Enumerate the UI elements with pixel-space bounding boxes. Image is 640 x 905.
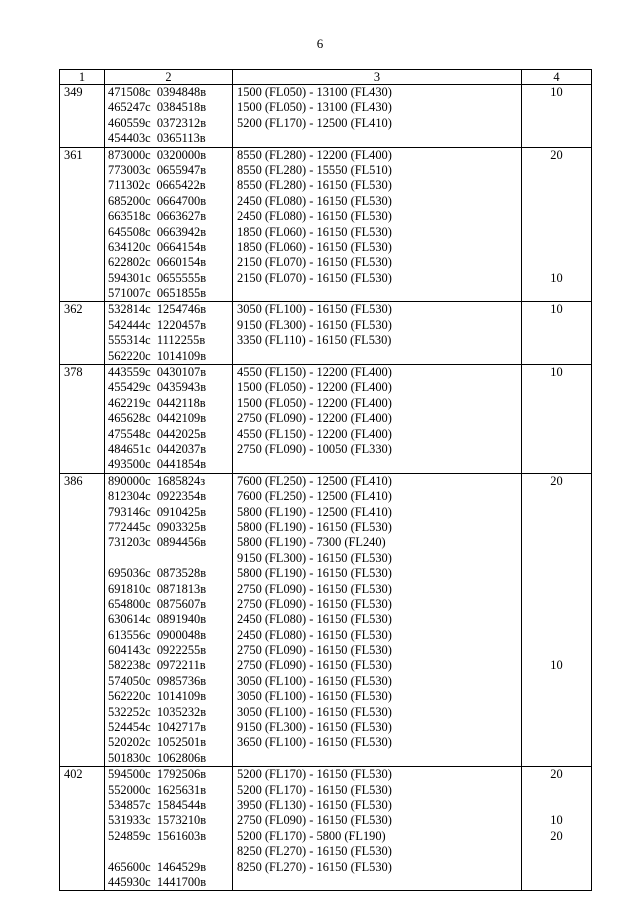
level-line: 5800 (FL190) - 12500 (FL410) <box>237 504 392 519</box>
value-cell <box>522 302 592 365</box>
level-line: 5800 (FL190) - 16150 (FL530) <box>237 566 392 581</box>
level-line: 2750 (FL090) - 16150 (FL530) <box>237 658 392 673</box>
value-line <box>522 798 591 813</box>
coordinate-line: 634120с 0664154в <box>108 239 207 254</box>
value-line <box>522 582 591 597</box>
value-cell <box>522 473 592 766</box>
coordinates-cell <box>105 85 233 148</box>
coordinate-line: 793146с 0910425в <box>108 504 207 519</box>
level-line: 5200 (FL170) - 12500 (FL410) <box>237 115 392 130</box>
level-line: 4550 (FL150) - 12200 (FL400) <box>237 426 392 441</box>
coordinate-line: 685200с 0664700в <box>108 193 207 208</box>
level-line <box>233 349 521 364</box>
coordinate-line: 574050с 0985736в <box>108 673 207 688</box>
level-line: 2750 (FL090) - 10050 (FL330) <box>237 441 392 456</box>
value-cell <box>522 147 592 302</box>
level-line: 2450 (FL080) - 16150 (FL530) <box>237 627 392 642</box>
level-line: 3350 (FL110) - 16150 (FL530) <box>237 333 392 348</box>
value-line <box>522 457 591 472</box>
coordinate-line: 622802с 0660154в <box>108 255 207 270</box>
level-line: 1500 (FL050) - 12200 (FL400) <box>237 380 392 395</box>
value-cell <box>522 85 592 148</box>
table-row <box>60 365 592 474</box>
coordinate-line: 613556с 0900048в <box>108 627 207 642</box>
header-cell: 2 <box>105 70 233 85</box>
coordinate-line: 890000с 1685824з <box>108 473 206 488</box>
value-line <box>522 783 591 798</box>
coordinate-line: 460559с 0372312в <box>108 115 207 130</box>
group-id: 362 <box>64 302 83 317</box>
level-line <box>233 131 521 146</box>
value-line <box>522 597 591 612</box>
level-line: 3050 (FL100) - 16150 (FL530) <box>237 689 392 704</box>
level-line: 9150 (FL300) - 16150 (FL530) <box>237 720 392 735</box>
levels-cell <box>233 147 522 302</box>
level-line <box>233 286 521 301</box>
value-line <box>522 520 591 535</box>
coordinate-line: 531933с 1573210в <box>108 813 207 828</box>
value-line <box>522 751 591 766</box>
table-row <box>60 767 592 891</box>
level-line: 5200 (FL170) - 5800 (FL190) <box>237 828 386 843</box>
level-line: 1500 (FL050) - 12200 (FL400) <box>237 395 392 410</box>
value-line <box>522 643 591 658</box>
level-line: 9150 (FL300) - 16150 (FL530) <box>237 550 392 565</box>
coordinate-line: 555314с 1112255в <box>108 333 206 348</box>
value-line <box>522 505 591 520</box>
level-line: 2150 (FL070) - 16150 (FL530) <box>237 270 392 285</box>
data-table <box>59 69 592 891</box>
coordinate-line: 532814с 1254746в <box>108 302 207 317</box>
value-line <box>522 380 591 395</box>
coordinate-line: 711302с 0665422в <box>108 178 206 193</box>
value-line: 10 <box>550 85 563 99</box>
levels-cell <box>233 302 522 365</box>
value-line <box>522 349 591 364</box>
value-line <box>522 535 591 550</box>
value-line <box>522 735 591 750</box>
level-line: 2750 (FL090) - 12200 (FL400) <box>237 411 392 426</box>
coordinates-cell <box>105 767 233 891</box>
coordinate-line: 520202с 1052501в <box>108 735 207 750</box>
level-line: 9150 (FL300) - 16150 (FL530) <box>237 317 392 332</box>
group-id-cell <box>60 147 105 302</box>
value-line: 10 <box>550 813 563 828</box>
level-line: 3050 (FL100) - 16150 (FL530) <box>237 302 392 317</box>
table-row <box>60 85 592 148</box>
level-line: 1850 (FL060) - 16150 (FL530) <box>237 224 392 239</box>
coordinate-line <box>105 844 232 859</box>
coordinate-line: 454403с 0365113в <box>108 131 206 146</box>
level-line: 5200 (FL170) - 16150 (FL530) <box>237 767 392 782</box>
group-id: 378 <box>64 365 83 380</box>
value-line: 20 <box>550 828 563 843</box>
group-id-cell <box>60 302 105 365</box>
value-line: 10 <box>550 270 563 285</box>
group-id: 349 <box>64 85 83 99</box>
group-id: 402 <box>64 767 83 782</box>
coordinate-line: 594500с 1792506в <box>108 767 207 782</box>
levels-cell <box>233 473 522 766</box>
levels-cell <box>233 767 522 891</box>
value-line: 10 <box>550 658 563 673</box>
coordinates-cell <box>105 302 233 365</box>
value-line <box>522 255 591 270</box>
header-cell: 1 <box>60 70 105 85</box>
value-line <box>522 225 591 240</box>
coordinates-cell <box>105 147 233 302</box>
coordinate-line: 471508с 0394848в <box>108 85 207 99</box>
value-line <box>522 286 591 301</box>
value-line <box>522 566 591 581</box>
level-line: 8250 (FL270) - 16150 (FL530) <box>237 859 392 874</box>
header-cell: 3 <box>233 70 522 85</box>
level-line: 8550 (FL280) - 12200 (FL400) <box>237 147 392 162</box>
coordinate-line: 484651с 0442037в <box>108 441 207 456</box>
coordinate-line: 493500с 0441854в <box>108 457 207 472</box>
coordinate-line: 501830с 1062806в <box>108 750 207 765</box>
value-cell <box>522 365 592 474</box>
coordinate-line: 465628с 0442109в <box>108 411 207 426</box>
coordinate-line <box>105 551 232 566</box>
value-line <box>522 427 591 442</box>
coordinate-line: 571007с 0651855в <box>108 286 207 301</box>
value-line <box>522 705 591 720</box>
coordinate-line: 695036с 0873528в <box>108 566 207 581</box>
level-line: 3050 (FL100) - 16150 (FL530) <box>237 673 392 688</box>
level-line: 3650 (FL100) - 16150 (FL530) <box>237 735 392 750</box>
group-id-cell <box>60 767 105 891</box>
coordinate-line: 562220с 1014109в <box>108 348 207 363</box>
table-row <box>60 147 592 302</box>
value-line <box>522 131 591 146</box>
level-line: 2450 (FL080) - 16150 (FL530) <box>237 193 392 208</box>
coordinate-line: 552000с 1625631в <box>108 782 207 797</box>
coordinate-line: 465600с 1464529в <box>108 859 207 874</box>
value-line <box>522 209 591 224</box>
value-line <box>522 194 591 209</box>
coordinate-line: 465247с 0384518в <box>108 100 207 115</box>
coordinate-line: 773003с 0655947в <box>108 162 207 177</box>
header-row <box>60 70 592 85</box>
level-line: 7600 (FL250) - 12500 (FL410) <box>237 473 392 488</box>
coordinate-line: 691810с 0871813в <box>108 581 207 596</box>
levels-cell <box>233 85 522 148</box>
coordinate-line: 772445с 0903325в <box>108 519 207 534</box>
level-line: 1500 (FL050) - 13100 (FL430) <box>237 100 392 115</box>
level-line: 2750 (FL090) - 16150 (FL530) <box>237 596 392 611</box>
level-line <box>233 875 521 890</box>
value-line <box>522 411 591 426</box>
value-line <box>522 489 591 504</box>
coordinate-line: 534857с 1584544в <box>108 797 207 812</box>
level-line <box>233 751 521 766</box>
coordinate-line: 462219с 0442118в <box>108 395 206 410</box>
coordinate-line: 475548с 0442025в <box>108 426 207 441</box>
page-number: 6 <box>316 36 324 51</box>
value-line <box>522 689 591 704</box>
value-line: 10 <box>550 302 563 317</box>
level-line: 5800 (FL190) - 16150 (FL530) <box>237 519 392 534</box>
table-row <box>60 302 592 365</box>
coordinate-line: 731203с 0894456в <box>108 535 207 550</box>
level-line <box>233 457 521 472</box>
value-line: 20 <box>550 767 563 782</box>
level-line: 2750 (FL090) - 16150 (FL530) <box>237 813 392 828</box>
value-line <box>522 612 591 627</box>
coordinate-line: 604143с 0922255в <box>108 643 207 658</box>
value-line <box>522 551 591 566</box>
value-line <box>522 240 591 255</box>
value-line: 20 <box>550 147 563 162</box>
coordinate-line: 445930с 1441700в <box>108 874 207 889</box>
value-line <box>522 100 591 115</box>
coordinate-line: 812304с 0922354в <box>108 489 207 504</box>
group-id-cell <box>60 365 105 474</box>
value-line <box>522 178 591 193</box>
coordinates-cell <box>105 473 233 766</box>
coordinate-line: 455429с 0435943в <box>108 380 207 395</box>
levels-cell <box>233 365 522 474</box>
coordinate-line: 873000с 0320000в <box>108 147 207 162</box>
coordinate-line: 630614с 0891940в <box>108 612 207 627</box>
coordinate-line: 645508с 0663942в <box>108 224 207 239</box>
value-line <box>522 875 591 890</box>
coordinate-line: 524454с 1042717в <box>108 720 207 735</box>
coordinate-line: 654800с 0875607в <box>108 596 207 611</box>
coordinate-line: 524859с 1561603в <box>108 828 207 843</box>
level-line: 7600 (FL250) - 12500 (FL410) <box>237 489 392 504</box>
table-row <box>60 473 592 766</box>
coordinate-line: 532252с 1035232в <box>108 704 207 719</box>
coordinates-cell <box>105 365 233 474</box>
value-line <box>522 674 591 689</box>
value-line <box>522 442 591 457</box>
value-line <box>522 318 591 333</box>
level-line: 2750 (FL090) - 16150 (FL530) <box>237 581 392 596</box>
level-line: 2750 (FL090) - 16150 (FL530) <box>237 643 392 658</box>
coordinate-line: 582238с 0972211в <box>108 658 206 673</box>
level-line: 5200 (FL170) - 16150 (FL530) <box>237 782 392 797</box>
level-line: 8550 (FL280) - 16150 (FL530) <box>237 178 392 193</box>
level-line: 3950 (FL130) - 16150 (FL530) <box>237 797 392 812</box>
level-line: 8550 (FL280) - 15550 (FL510) <box>237 162 392 177</box>
value-line <box>522 333 591 348</box>
coordinate-line: 562220с 1014109в <box>108 689 207 704</box>
header-cell: 4 <box>522 70 592 85</box>
value-line <box>522 396 591 411</box>
value-line <box>522 163 591 178</box>
value-cell <box>522 767 592 891</box>
level-line: 1500 (FL050) - 13100 (FL430) <box>237 85 392 99</box>
value-line <box>522 720 591 735</box>
level-line: 5800 (FL190) - 7300 (FL240) <box>237 535 386 550</box>
coordinate-line: 663518с 0663627в <box>108 209 207 224</box>
group-id-cell <box>60 85 105 148</box>
value-line <box>522 844 591 859</box>
level-line: 3050 (FL100) - 16150 (FL530) <box>237 704 392 719</box>
level-line: 8250 (FL270) - 16150 (FL530) <box>237 844 392 859</box>
value-line <box>522 628 591 643</box>
group-id-cell <box>60 473 105 766</box>
group-id: 361 <box>64 147 83 162</box>
level-line: 4550 (FL150) - 12200 (FL400) <box>237 365 392 380</box>
coordinate-line: 542444с 1220457в <box>108 317 207 332</box>
coordinate-line: 594301с 0655555в <box>108 270 207 285</box>
value-line: 20 <box>550 473 563 488</box>
value-line <box>522 860 591 875</box>
level-line: 2450 (FL080) - 16150 (FL530) <box>237 612 392 627</box>
level-line: 2450 (FL080) - 16150 (FL530) <box>237 209 392 224</box>
level-line: 2150 (FL070) - 16150 (FL530) <box>237 255 392 270</box>
coordinate-line: 443559с 0430107в <box>108 365 207 380</box>
value-line <box>522 116 591 131</box>
level-line: 1850 (FL060) - 16150 (FL530) <box>237 239 392 254</box>
group-id: 386 <box>64 473 83 488</box>
value-line: 10 <box>550 365 563 380</box>
